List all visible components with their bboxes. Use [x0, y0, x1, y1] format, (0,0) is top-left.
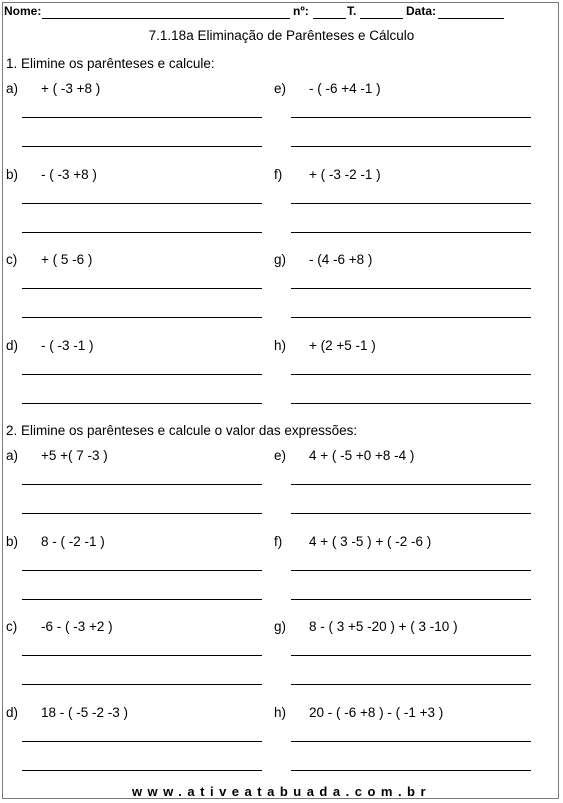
- answer-line-1[interactable]: [22, 117, 262, 118]
- exercise-label: d): [6, 337, 19, 353]
- page-border: [2, 2, 559, 799]
- exercise-label: a): [6, 81, 19, 96]
- answer-line-1[interactable]: [291, 655, 531, 656]
- answer-line-2[interactable]: [291, 232, 531, 233]
- answer-line-1[interactable]: [22, 484, 262, 485]
- answer-line-2[interactable]: [22, 232, 262, 233]
- answer-line-1[interactable]: [22, 288, 262, 289]
- class-label: T.: [347, 4, 357, 18]
- exercise-expression: - (4 -6 +8 ): [309, 252, 373, 267]
- answer-line-2[interactable]: [22, 684, 262, 685]
- answer-line-1[interactable]: [291, 741, 531, 742]
- section-2-heading: 2. Elimine os parênteses e calcule o valor das expressões:: [6, 423, 358, 438]
- answer-line-1[interactable]: [22, 741, 262, 742]
- answer-line-1[interactable]: [291, 374, 531, 375]
- exercise-expression: +5 +( 7 -3 ): [41, 448, 108, 463]
- exercise-expression: -6 - ( -3 +2 ): [41, 619, 113, 634]
- exercise-label: h): [274, 337, 287, 353]
- exercise-label: a): [6, 448, 19, 463]
- exercise-label: g): [274, 252, 287, 267]
- answer-line-2[interactable]: [22, 403, 262, 404]
- number-field[interactable]: [313, 18, 346, 19]
- answer-line-2[interactable]: [291, 317, 531, 318]
- answer-line-1[interactable]: [22, 203, 262, 204]
- answer-line-2[interactable]: [22, 317, 262, 318]
- exercise-label: d): [6, 704, 19, 720]
- exercise-label: f): [274, 533, 283, 549]
- exercise-label: f): [274, 166, 283, 182]
- exercise-expression: 18 - ( -5 -2 -3 ): [41, 704, 129, 720]
- exercise-label: c): [6, 252, 18, 267]
- answer-line-2[interactable]: [291, 770, 531, 771]
- exercise-expression: 8 - ( 3 +5 -20 ) + ( 3 -10 ): [309, 619, 458, 634]
- exercise-expression: - ( -6 +4 -1 ): [309, 81, 381, 96]
- exercise-label: e): [274, 81, 287, 96]
- exercise-expression: 8 - ( -2 -1 ): [41, 533, 105, 549]
- answer-line-2[interactable]: [291, 599, 531, 600]
- exercise-expression: + ( -3 +8 ): [41, 81, 101, 96]
- answer-line-1[interactable]: [291, 288, 531, 289]
- answer-line-2[interactable]: [22, 146, 262, 147]
- exercise-expression: 20 - ( -6 +8 ) - ( -1 +3 ): [309, 704, 444, 720]
- exercise-expression: + ( -3 -2 -1 ): [309, 166, 381, 182]
- exercise-label: b): [6, 533, 19, 549]
- name-field[interactable]: [42, 18, 290, 19]
- answer-line-2[interactable]: [22, 770, 262, 771]
- student-header: [4, 4, 504, 20]
- class-field[interactable]: [360, 18, 403, 19]
- exercise-label: h): [274, 704, 287, 720]
- exercise-expression: 4 + ( -5 +0 +8 -4 ): [309, 448, 415, 463]
- answer-line-1[interactable]: [22, 374, 262, 375]
- page-title: 7.1.18a Eliminação de Parênteses e Cálculo: [148, 28, 415, 43]
- answer-line-2[interactable]: [22, 599, 262, 600]
- number-label: nº:: [293, 4, 309, 18]
- date-label: Data:: [406, 4, 437, 18]
- exercise-label: e): [274, 448, 287, 463]
- exercise-expression: - ( -3 -1 ): [41, 337, 94, 353]
- answer-line-1[interactable]: [291, 117, 531, 118]
- answer-line-1[interactable]: [291, 203, 531, 204]
- answer-line-2[interactable]: [291, 403, 531, 404]
- answer-line-2[interactable]: [22, 513, 262, 514]
- exercise-expression: + ( 5 -6 ): [41, 252, 93, 267]
- exercise-label: c): [6, 619, 18, 634]
- website-footer: www.ativeatabuada.com.br: [131, 784, 432, 799]
- section-1-heading: 1. Elimine os parênteses e calcule:: [6, 56, 215, 71]
- exercise-label: g): [274, 619, 287, 634]
- exercise-expression: + (2 +5 -1 ): [309, 337, 376, 353]
- exercise-label: b): [6, 166, 19, 182]
- exercise-expression: 4 + ( 3 -5 ) + ( -2 -6 ): [309, 533, 432, 549]
- answer-line-1[interactable]: [22, 570, 262, 571]
- exercise-expression: - ( -3 +8 ): [41, 166, 97, 182]
- date-field[interactable]: [438, 18, 504, 19]
- answer-line-1[interactable]: [291, 570, 531, 571]
- answer-line-2[interactable]: [291, 513, 531, 514]
- answer-line-2[interactable]: [291, 146, 531, 147]
- answer-line-1[interactable]: [22, 655, 262, 656]
- answer-line-2[interactable]: [291, 684, 531, 685]
- answer-line-1[interactable]: [291, 484, 531, 485]
- name-label: Nome:: [4, 4, 42, 18]
